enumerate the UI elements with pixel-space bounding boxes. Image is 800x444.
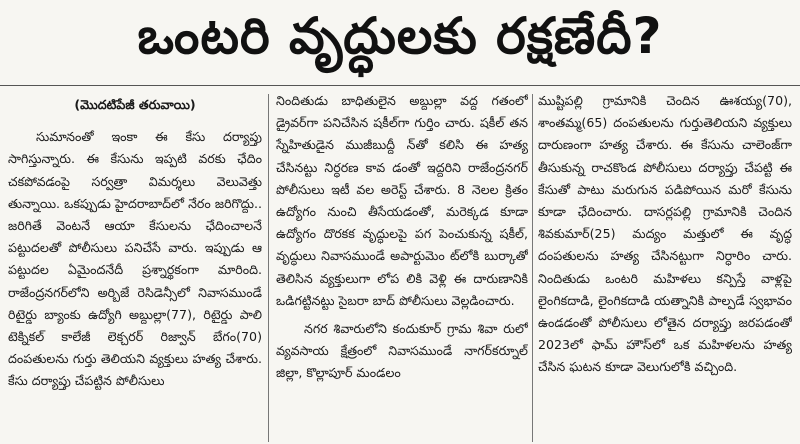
column-2 — [276, 90, 528, 444]
column-2-paragraph-2: నగర శివారులోని కందుకూర్ గ్రామ శివా రులో వ్యవసాయ క్షేత్రంలో నివాసముండే నాగర్‌కర్నూల్ జిల్లా, కొల్లాపూర్ మండలం — [276, 321, 528, 381]
column-3-text: ముష్టిపల్లి గ్రామానికి చెందిన ఊశయ్య(70), శాంతమ్మ(65) దంపతులను గుర్తుతెలియని వ్యక్తులు దారుణంగా హత్య చేశారు. ఈ కేసును చాలెంజ్‌గా తీసుకున్న రాచకొండ పోలీసులు దర్యాప్తు చేపట్టి ఈ కేసుతో పాటు మరుగున పడిపోయిన మరో కేసును కూడా ఛేదించారు. దాసర్లపల్లి గ్రామానికి చెందిన శివకుమార్(25) మద్యం మత్తులో ఈ వృద్ధ దంపతులను హత్య చేసినట్టుగా నిర్ధారిం చారు. నిందితుడు ఒంటరి మహిళలు కన్పిస్తే వాళ్లపై లైంగికదాడి, లైంగికదాడి యత్నానికి పాల్పడే స్వభావం ఉండడంతో పోలీసులు లోతైన దర్యాప్తు జరపడంతో 2023లో ఫామ్ హౌస్‌లో ఒక మహిళలను హత్య చేసిన ఘటన కూడా వెలుగులోకి వచ్చింది. — [538, 93, 792, 375]
column-3 — [538, 90, 792, 444]
headline: ఒంటరి వృద్ధులకు రక్షణేదీ? — [0, 0, 800, 86]
column-2-paragraph-1: నిందితుడు బాధితులైన అబ్దుల్లా వద్ద గతంలో డ్రైవర్‌గా పనిచేసిన షకీల్‌గా గుర్తిం చారు. షకీల్ తన స్నేహితుడైన ముజీబుద్దీ న్‌తో కలిసి ఈ హత్య చేసినట్టు నిర్ధరణ కావ డంతో ఇద్దరిని రాజేంద్రనగర్ పోలీసులు ఇటీ వల అరెస్ట్ చేశారు. 8 నెలల క్రితం ఉద్యోగం నుంచి తీసేయడంతో, మరెక్కడ కూడా ఉద్యోగం దొరకక వృద్ధులపై పగ పెంచుకున్న షకీల్, వృద్ధులు నివాసముండే అపార్టుమెం ట్‌లోకి బుర్కాతో తెలిసిన వ్యక్తులుగా లోప లికి వెళ్లి ఈ దారుణానికి ఒడిగట్టినట్టు సైబరా బాద్ పోలీసులు వెల్లడించారు. — [276, 93, 528, 308]
article-body — [0, 90, 800, 444]
column-1-text: సుమానంతో ఇంకా ఈ కేసు దర్యాప్తు సాగిస్తున్నారు. ఈ కేసును ఇప్పటి వరకు ఛేదిం చకపోవడంపై సర్వత్రా విమర్శలు వెలువెత్తు తున్నాయి. ఒకప్పుడు హైదరాబాద్‌లో నేరం జరిగొద్దు.. జరిగితే వెంటనే ఆయా కేసులను ఛేదించాలనే పట్టుదలతో పోలీసులు పనిచేసే వారు. ఇప్పుడు ఆ పట్టుదల ఏమైందనేదీ ప్రశ్నార్థకంగా మారింది. రాజేంద్రనగర్‌లోని అర్బిజే రెసిడెన్సీలో నివాసముండే రిటైర్డు బ్యాంకు ఉద్యోగి అబ్దుల్లా(77), రిటైర్డు పాలి టెక్నికల్ కాలేజీ లెక్చరర్ రిజ్వాన్ బేగం(70) దంపతులను గుర్తు తెలియని వ్యక్తులు హత్య చేశారు. కేసు దర్యాప్తు చేపట్టిన పోలీసులు — [8, 129, 262, 389]
continued-from-front-page-label: (మొదటిపేజీ తరువాయి) — [74, 97, 196, 112]
column-1 — [8, 90, 262, 444]
column-divider-2 — [532, 94, 533, 442]
column-divider-1 — [268, 94, 269, 442]
